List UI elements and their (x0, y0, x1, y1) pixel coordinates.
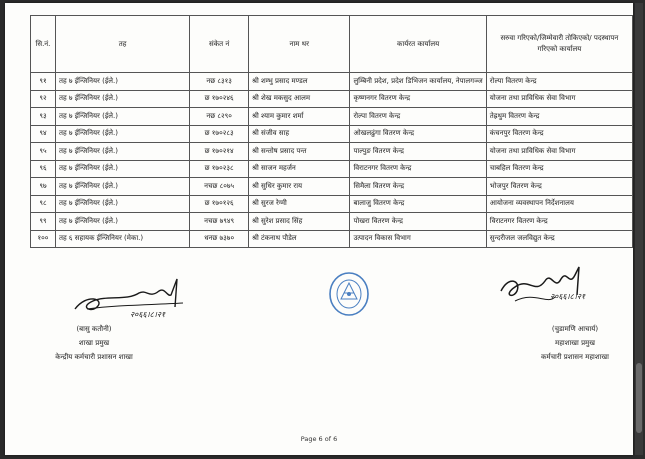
cell-sn: ९३ (31, 108, 56, 126)
cell-current-office: लुम्बिनी प्रदेश, प्रदेश डिभिजन कार्यालय, नेपालगञ्ज (350, 73, 486, 91)
cell-code: नचछ ८०७५ (190, 178, 249, 196)
col-header-name: नाम थर (248, 16, 349, 73)
right-signature-date: २०६६।८।२१ (550, 292, 586, 301)
cell-code: छ १७०२४६ (190, 90, 249, 108)
cell-code: छ १७०१२६ (190, 195, 249, 213)
cell-name: श्री सुरेश प्रसाद सिंह (248, 213, 349, 231)
col-header-level: तह (55, 16, 189, 73)
cell-sn: ९१ (31, 73, 56, 91)
cell-sn: ९५ (31, 143, 56, 161)
cell-current-office: ओखलढुंगा वितरण केन्द्र (350, 125, 486, 143)
cell-new-office: योजना तथा प्राविधिक सेवा विभाग (486, 90, 632, 108)
cell-code: छ १७०२८३ (190, 125, 249, 143)
cell-code: छ १७०२१४ (190, 143, 249, 161)
cell-current-office: बालाजु वितरण केन्द्र (350, 195, 486, 213)
right-signatory-office: कर्मचारी प्रशासन महाशाखा (541, 353, 609, 361)
cell-level: तह ६ सहायक ईन्जिनियर (मेका.) (55, 230, 189, 248)
table-row (31, 230, 633, 248)
cell-level: तह ७ ईन्जिनियर (ईले.) (55, 125, 189, 143)
cell-level: तह ७ ईन्जिनियर (ईले.) (55, 195, 189, 213)
cell-name: श्री सुधिर कुमार राय (248, 178, 349, 196)
cell-sn: ९९ (31, 213, 56, 231)
left-signatory-role: शाखा प्रमुख (78, 339, 110, 347)
cell-name: श्री सन्तोष प्रसाद पन्त (248, 143, 349, 161)
cell-current-office: सिमैला वितरण केन्द्र (350, 178, 486, 196)
right-signatory-name: (चुडामणि आचार्य) (551, 325, 599, 333)
cell-level: तह ७ ईन्जिनियर (ईले.) (55, 90, 189, 108)
cell-new-office: तेह्रथुम वितरण केन्द्र (486, 108, 632, 126)
cell-current-office: उत्पादन विकास विभाग (350, 230, 486, 248)
table-row (31, 90, 633, 108)
cell-current-office: रोल्पा वितरण केन्द्र (350, 108, 486, 126)
cell-level: तह ७ ईन्जिनियर (ईले.) (55, 108, 189, 126)
cell-level: तह ७ ईन्जिनियर (ईले.) (55, 160, 189, 178)
cell-current-office: कृष्णनगर वितरण केन्द्र (350, 90, 486, 108)
left-signatory-name: (बासु कतौनी) (76, 325, 112, 333)
table-row (31, 195, 633, 213)
table-row (31, 73, 633, 91)
cell-code: नछ ८२९० (190, 108, 249, 126)
cell-new-office: आयोजना व्यवस्थापन निर्देशनालय (486, 195, 632, 213)
cell-name: श्री सुरज रेग्मी (248, 195, 349, 213)
cell-current-office: पोखरा वितरण केन्द्र (350, 213, 486, 231)
cell-code: धनछ ७३७० (190, 230, 249, 248)
col-header-sn: सि.नं. (31, 16, 56, 73)
cell-code: नछ ८३१३ (190, 73, 249, 91)
cell-sn: ९२ (31, 90, 56, 108)
office-seal-stamp (328, 271, 370, 317)
table-row (31, 160, 633, 178)
right-signature-image (495, 261, 625, 316)
cell-name: श्री शेख मकसुद आलम (248, 90, 349, 108)
col-header-code: संकेत नं (190, 16, 249, 73)
page-number: Page 6 of 6 (300, 435, 338, 443)
left-signature-date: २०६६।८।२१ (130, 310, 166, 319)
cell-new-office: भोजपुर वितरण केन्द्र (486, 178, 632, 196)
cell-sn: १०० (31, 230, 56, 248)
cell-level: तह ७ ईन्जिनियर (ईले.) (55, 143, 189, 161)
cell-current-office: पाल्पुङ वितरण केन्द्र (350, 143, 486, 161)
table-row (31, 213, 633, 231)
cell-name: श्री संजीव साह (248, 125, 349, 143)
cell-level: तह ७ ईन्जिनियर (ईले.) (55, 73, 189, 91)
left-signatory-office: केन्द्रीय कर्मचारी प्रशासन शाखा (55, 353, 133, 361)
right-signatory-role: महाशाखा प्रमुख (555, 339, 595, 347)
cell-name: श्री टंकनाथ पौडेल (248, 230, 349, 248)
scrollbar-thumb[interactable] (636, 363, 642, 433)
col-header-current-office: कार्यरत कार्यालय (350, 16, 486, 73)
cell-name: श्री साजन महर्जन (248, 160, 349, 178)
cell-new-office: रोल्पा वितरण केन्द्र (486, 73, 632, 91)
cell-new-office: सुन्दरीजल जलविद्युत केन्द्र (486, 230, 632, 248)
cell-sn: ९८ (31, 195, 56, 213)
table-header-row (31, 16, 633, 73)
cell-sn: ९६ (31, 160, 56, 178)
cell-new-office: चाबहिल वितरण केन्द्र (486, 160, 632, 178)
cell-level: तह ७ ईन्जिनियर (ईले.) (55, 178, 189, 196)
document-page (5, 3, 633, 455)
cell-code: छ १७०२३८ (190, 160, 249, 178)
cell-sn: ९७ (31, 178, 56, 196)
cell-new-office: कंचनपुर वितरण केन्द्र (486, 125, 632, 143)
cell-sn: ९४ (31, 125, 56, 143)
table-row (31, 125, 633, 143)
table-row (31, 143, 633, 161)
col-header-new-office: सरुवा गरिएको/जिम्मेवारी तोकिएको/ पदस्थापन गरिएको कार्यालय (486, 16, 632, 73)
cell-level: तह ७ ईन्जिनियर (ईले.) (55, 213, 189, 231)
cell-name: श्री शम्भु प्रसाद मण्डल (248, 73, 349, 91)
cell-code: नचछ ७९४९ (190, 213, 249, 231)
table-row (31, 108, 633, 126)
transfer-table (30, 15, 633, 248)
cell-current-office: विराटनगर वितरण केन्द्र (350, 160, 486, 178)
table-row (31, 178, 633, 196)
cell-new-office: विराटनगर वितरण केन्द्र (486, 213, 632, 231)
cell-new-office: योजना तथा प्राविधिक सेवा विभाग (486, 143, 632, 161)
cell-name: श्री श्याम कुमार शर्मा (248, 108, 349, 126)
vertical-scrollbar[interactable] (635, 3, 643, 455)
